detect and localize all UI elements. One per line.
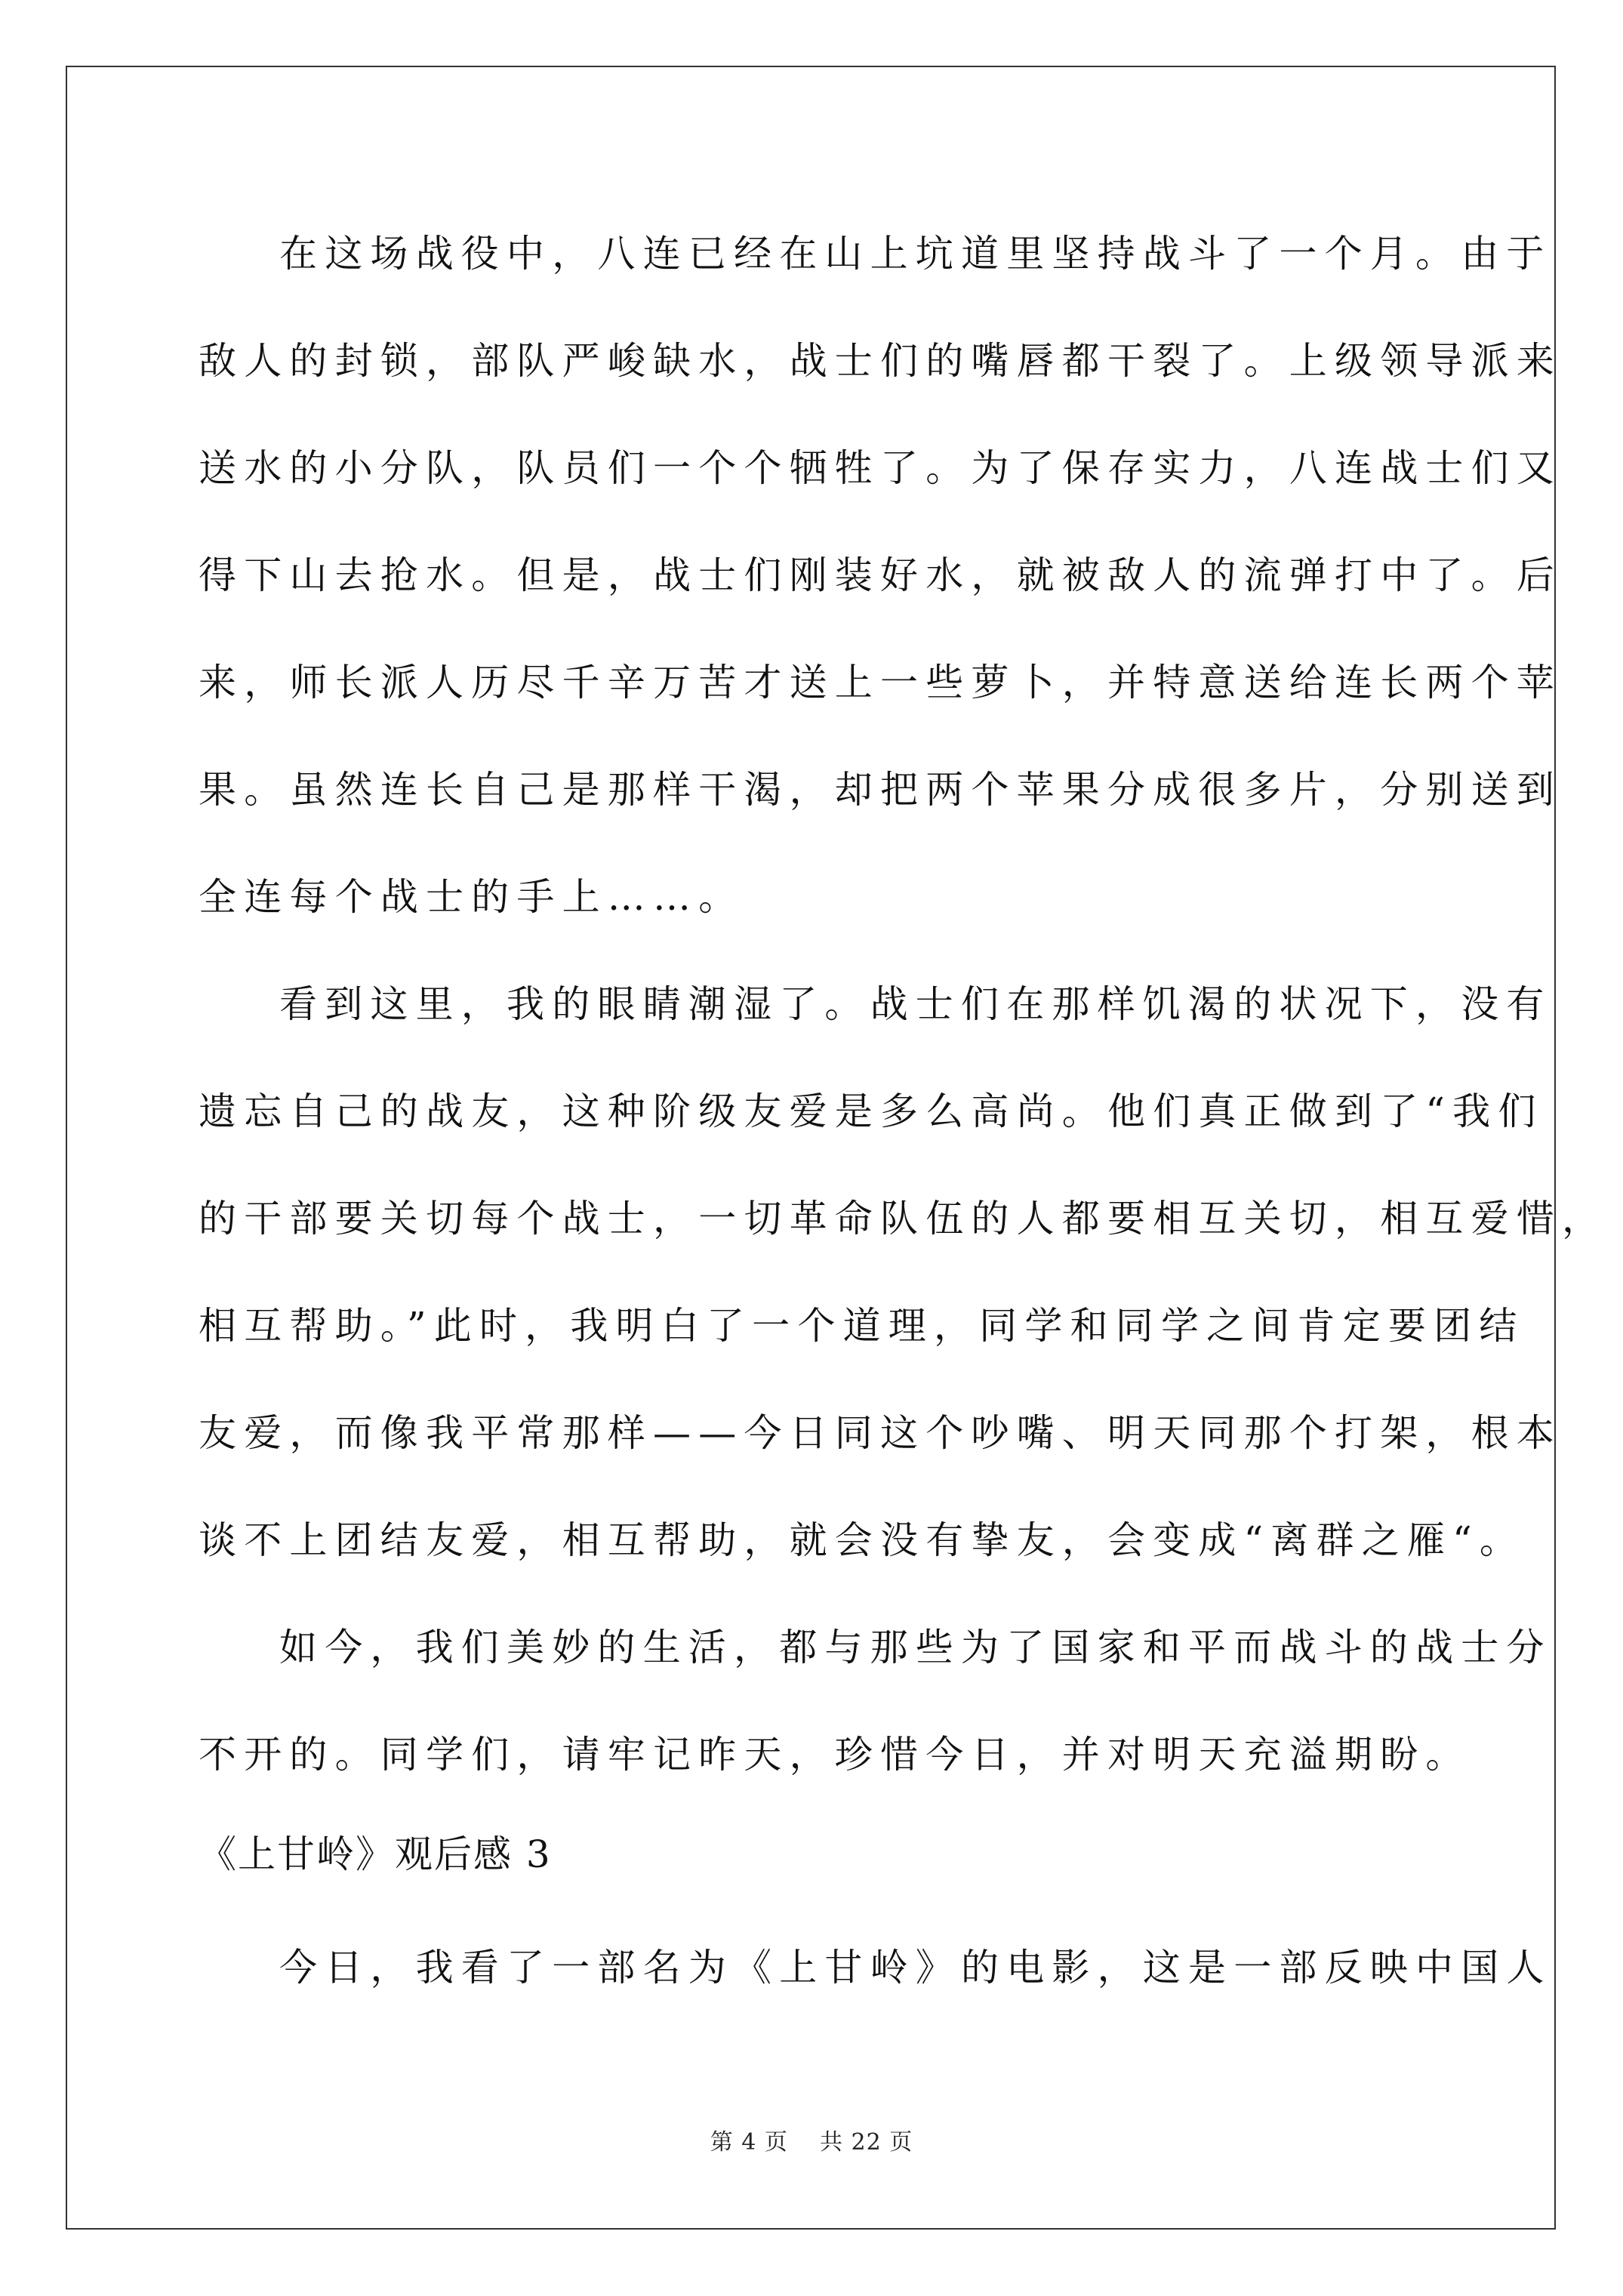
paragraph-2-line-1: 看到这里，我的眼睛潮湿了。战士们在那样饥渴的状况下，没有 bbox=[279, 982, 1552, 1026]
paragraph-3-line-1: 如今，我们美妙的生活，都与那些为了国家和平而战斗的战士分 bbox=[279, 1626, 1552, 1669]
paragraph-2-line-6: 谈不上团结友爱，相互帮助，就会没有挚友，会变成“离群之雁“。 bbox=[199, 1518, 1526, 1562]
paragraph-2-line-5: 友爱，而像我平常那样——今日同这个吵嘴、明天同那个打架，根本 bbox=[199, 1411, 1562, 1455]
section-heading: 《上甘岭》观后感 3 bbox=[199, 1832, 552, 1876]
paragraph-2-line-3: 的干部要关切每个战士，一切革命队伍的人都要相互关切，相互爱惜， bbox=[199, 1197, 1608, 1240]
paragraph-1-line-4: 得下山去抢水。但是，战士们刚装好水，就被敌人的流弹打中了。后 bbox=[199, 553, 1562, 597]
paragraph-1-line-3: 送水的小分队，队员们一个个牺牲了。为了保存实力，八连战士们又 bbox=[199, 446, 1562, 490]
paragraph-1-line-7: 全连每个战士的手上……。 bbox=[199, 875, 744, 919]
paragraph-2-line-4: 相互帮助。”此时，我明白了一个道理，同学和同学之间肯定要团结 bbox=[199, 1304, 1525, 1348]
paragraph-1-line-6: 果。虽然连长自己是那样干渴，却把两个苹果分成很多片，分别送到 bbox=[199, 768, 1562, 812]
paragraph-1-line-1: 在这场战役中，八连已经在山上坑道里坚持战斗了一个月。由于 bbox=[279, 232, 1552, 276]
paragraph-4-line-1: 今日，我看了一部名为《上甘岭》的电影，这是一部反映中国人 bbox=[279, 1946, 1552, 1989]
paragraph-1-line-2: 敌人的封锁，部队严峻缺水，战士们的嘴唇都干裂了。上级领导派来 bbox=[199, 339, 1562, 383]
paragraph-2-line-2: 遗忘自己的战友，这种阶级友爱是多么高尚。他们真正做到了“我们 bbox=[199, 1089, 1544, 1133]
page-footer: 第 4 页 共 22 页 bbox=[710, 2129, 913, 2156]
page-border bbox=[66, 66, 1556, 2230]
paragraph-3-line-2: 不开的。同学们，请牢记昨天，珍惜今日，并对明天充溢期盼。 bbox=[199, 1733, 1471, 1777]
paragraph-1-line-5: 来，师长派人历尽千辛万苦才送上一些萝卜，并特意送给连长两个苹 bbox=[199, 661, 1562, 704]
